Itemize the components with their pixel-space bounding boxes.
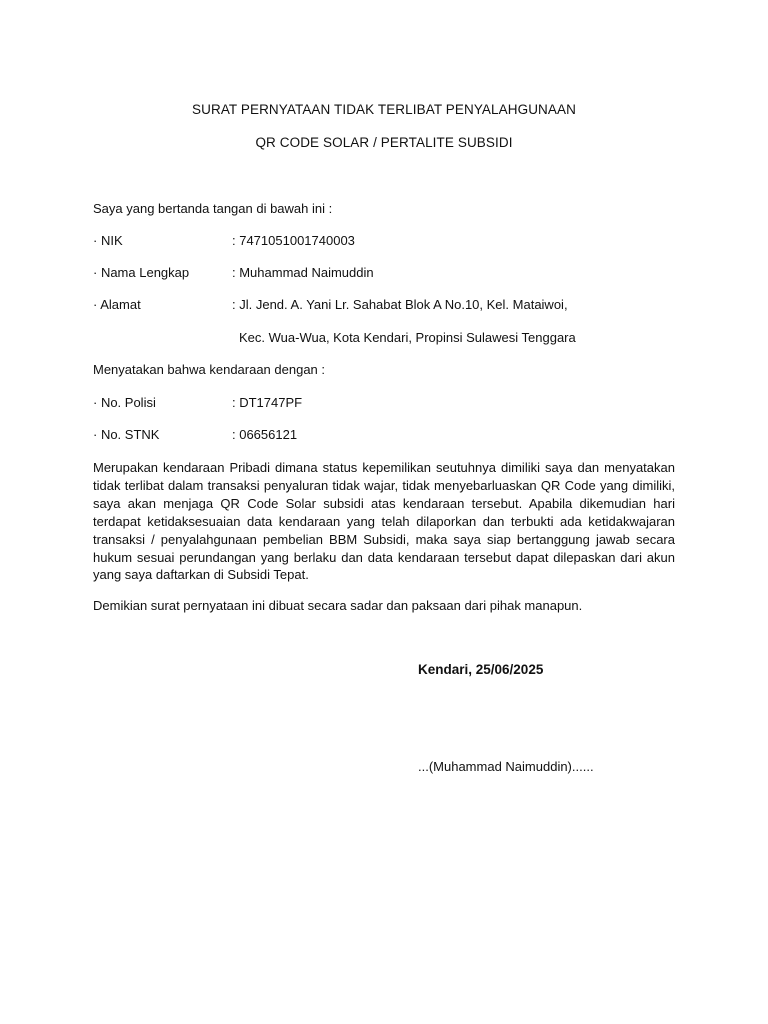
police-number-label: · No. Polisi [93,395,156,410]
place-date: Kendari, 25/06/2025 [418,662,544,677]
nik-value: : 7471051001740003 [232,233,355,248]
document-title-line2: QR CODE SOLAR / PERTALITE SUBSIDI [255,135,513,150]
address-value-line1: : Jl. Jend. A. Yani Lr. Sahabat Blok A No.10, Kel. Mataiwoi, [232,297,568,312]
intro-text: Saya yang bertanda tangan di bawah ini : [93,201,333,216]
document-title-line1: SURAT PERNYATAAN TIDAK TERLIBAT PENYALAHGUNAAN [192,102,576,117]
vehicle-intro-text: Menyatakan bahwa kendaraan dengan : [93,362,326,377]
address-value-line2: Kec. Wua-Wua, Kota Kendari, Propinsi Sulawesi Tenggara [239,330,576,345]
stnk-number-value: : 06656121 [232,427,298,442]
stnk-number-label: · No. STNK [93,427,160,442]
police-number-value: : DT1747PF [232,395,303,410]
address-label: · Alamat [93,297,141,312]
signature-name: ...(Muhammad Naimuddin)...... [418,759,594,774]
closing-statement: Demikian surat pernyataan ini dibuat secara sadar dan paksaan dari pihak manapun. [93,598,583,613]
name-value: : Muhammad Naimuddin [232,265,374,280]
statement-paragraph: Merupakan kendaraan Pribadi dimana status kepemilikan seutuhnya dimiliki saya dan menyatakan tidak terlibat dalam transaksi penyaluran tidak wajar, tidak menyebarluaskan QR Code yang dimiliki, saya akan menjaga QR Code Solar subsidi atas kendaraan tersebut. Apabila dikemudian hari terdapat ketidaksesuaian data kendaraan yang telah dilaporkan dan terbukti ada ketidakwajaran transaksi / penyalahgunaan pembelian BBM Subsidi, maka saya siap bertanggung jawab secara hukum sesuai perundangan yang berlaku dan data kendaraan tersebut dapat dilepaskan dari akun yang saya daftarkan di Subsidi Tepat. [93,460,675,583]
name-label: · Nama Lengkap [93,265,190,280]
nik-label: · NIK [93,233,123,248]
